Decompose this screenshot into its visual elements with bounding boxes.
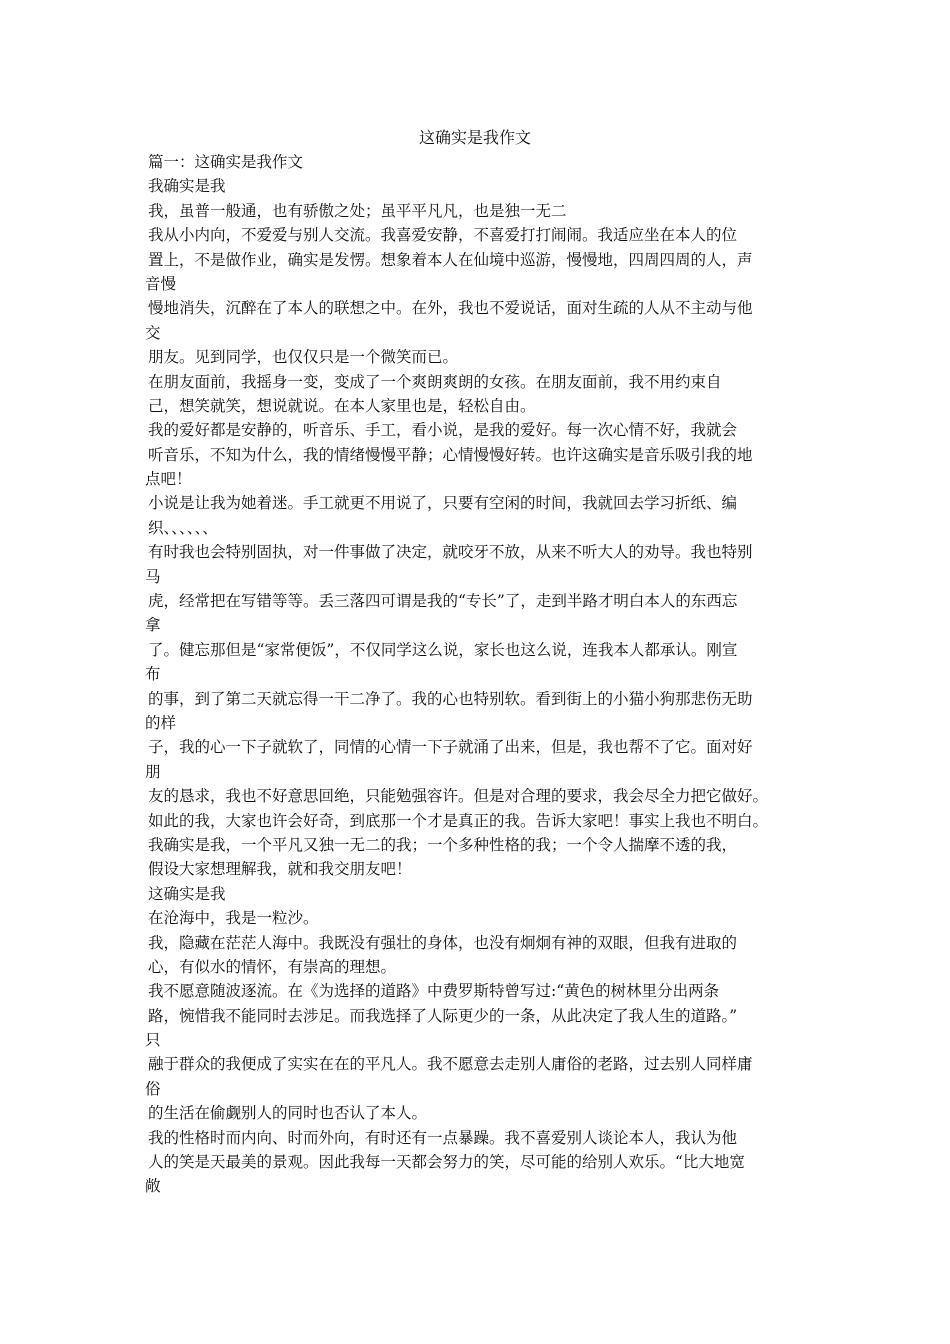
text-line: 我的爱好都是安静的，听音乐、手工，看小说，是我的爱好。每一次心情不好，我就会 xyxy=(148,421,738,440)
text-line: 子，我的心一下子就软了，同情的心情一下子就涌了出来，但是，我也帮不了它。面对好 xyxy=(148,738,753,757)
text-line: 的样 xyxy=(145,713,177,732)
text-line: 己，想笑就笑，想说就说。在本人家里也是，轻松自由。 xyxy=(148,396,536,415)
text-line: 我，隐藏在茫茫人海中。我既没有强壮的身体，也没有炯炯有神的双眼，但我有进取的 xyxy=(148,933,738,952)
text-line: 篇一：这确实是我作文 xyxy=(148,153,304,171)
text-line: 我的性格时而内向、时而外向，有时还有一点暴躁。我不喜爱别人谈论本人，我认为他 xyxy=(148,1128,738,1147)
text-line: 布 xyxy=(145,665,161,684)
text-line: 马 xyxy=(145,567,161,586)
text-line: 如此的我，大家也许会好奇，到底那一个才是真正的我。告诉大家吧！事实上我也不明白。 xyxy=(148,811,769,830)
text-line: 交 xyxy=(145,323,161,342)
text-line: 虎，经常把在写错等等。丢三落四可谓是我的“专长”了，走到半路才明白本人的东西忘 xyxy=(148,592,738,611)
text-line: 我确实是我 xyxy=(148,177,226,196)
text-line: 友的恳求，我也不好意思回绝，只能勉强容许。但是对合理的要求，我会尽全力把它做好。 xyxy=(148,787,769,806)
text-line: 的生活在偷觑别人的同时也否认了本人。 xyxy=(148,1104,428,1123)
text-line: 我确实是我，一个平凡又独一无二的我；一个多种性格的我；一个令人揣摩不透的我， xyxy=(148,835,738,854)
text-line: 音慢 xyxy=(145,274,177,293)
text-line: 朋 xyxy=(145,762,161,781)
text-line: 慢地消失，沉醉在了本人的联想之中。在外，我也不爱说话，面对生疏的人从不主动与他 xyxy=(148,299,753,318)
text-line: 在沧海中，我是一粒沙。 xyxy=(148,909,319,928)
text-line: 拿 xyxy=(145,616,161,635)
text-line: 心，有似水的情怀，有崇高的理想。 xyxy=(148,957,397,976)
text-line: 敞 xyxy=(145,1177,161,1196)
document-body xyxy=(145,150,825,1199)
text-line: 融于群众的我便成了实实在在的平凡人。我不愿意去走别人庸俗的老路，过去别人同样庸 xyxy=(148,1055,753,1074)
text-line: 这确实是我 xyxy=(148,884,226,903)
text-line: 有时我也会特别固执，对一件事做了决定，就咬牙不放，从来不听大人的劝导。我也特别 xyxy=(148,543,753,562)
text-line: 在朋友面前，我摇身一变，变成了一个爽朗爽朗的女孩。在朋友面前，我不用约束自 xyxy=(148,372,722,391)
text-line: 俗 xyxy=(145,1079,161,1098)
text-line: 的事，到了第二天就忘得一干二净了。我的心也特别软。看到街上的小猫小狗那悲伤无助 xyxy=(148,689,753,708)
text-line: 点吧！ xyxy=(145,470,192,489)
text-line: 只 xyxy=(145,1031,161,1050)
text-line: 朋友。见到同学，也仅仅只是一个微笑而已。 xyxy=(148,348,459,367)
text-line: 了。健忘那但是“家常便饭”，不仅同学这么说，家长也这么说，连我本人都承认。刚宣 xyxy=(148,640,738,659)
text-line: 织、、、、、、 xyxy=(148,518,218,537)
document-title: 这确实是我作文 xyxy=(418,128,531,147)
text-line: 我从小内向，不爱爱与别人交流。我喜爱安静，不喜爱打打闹闹。我适应坐在本人的位 xyxy=(148,226,738,245)
text-line: 假设大家想理解我，就和我交朋友吧！ xyxy=(148,860,412,879)
text-line: 我不愿意随波逐流。在《为选择的道路》中费罗斯特曾写过:“黄色的树林里分出两条 xyxy=(148,982,720,1001)
text-line: 我，虽普一般通，也有骄傲之处；虽平平凡凡，也是独一无二 xyxy=(148,201,567,220)
text-line: 路，惋惜我不能同时去涉足。而我选择了人际更少的一条，从此决定了我人生的道路。” xyxy=(148,1006,738,1025)
text-line: 听音乐，不知为什么，我的情绪慢慢平静；心情慢慢好转。也许这确实是音乐吸引我的地 xyxy=(148,445,753,464)
text-line: 小说是让我为她着迷。手工就更不用说了，只要有空闲的时间，我就回去学习折纸、编 xyxy=(148,494,738,513)
text-line: 置上，不是做作业，确实是发愣。想象着本人在仙境中巡游，慢慢地，四周四周的人，声 xyxy=(148,250,753,269)
text-line: 人的笑是天最美的景观。因此我每一天都会努力的笑，尽可能的给别人欢乐。“比大地宽 xyxy=(148,1153,745,1172)
